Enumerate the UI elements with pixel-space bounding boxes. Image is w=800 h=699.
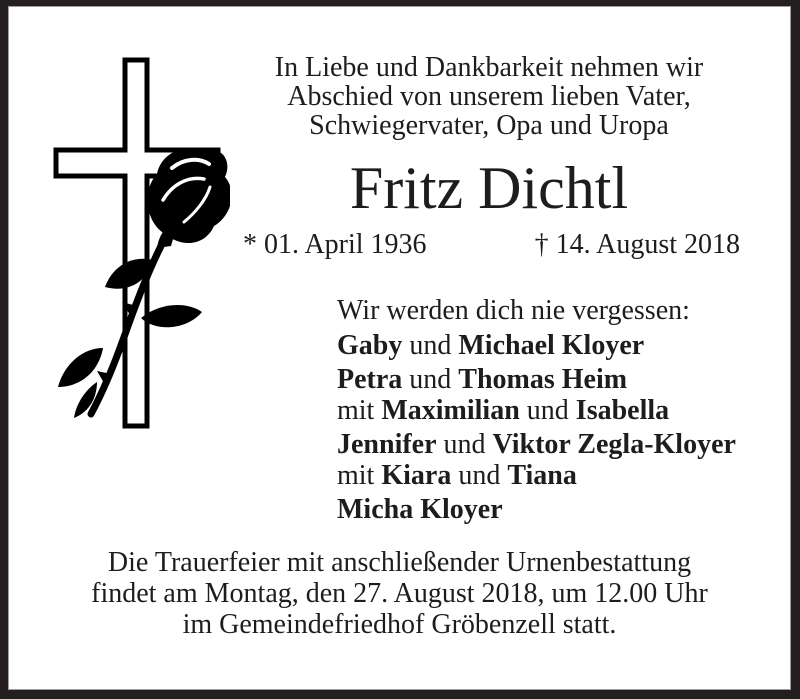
mourner-line [337, 330, 736, 361]
mourner-group [337, 494, 736, 525]
mourner-connector: und [436, 429, 493, 460]
mourner-name: Viktor Zegla-Kloyer [492, 429, 736, 460]
intro-line: Abschied von unserem lieben Vater, [287, 81, 691, 112]
mourners-list [337, 330, 736, 528]
mourner-group [337, 429, 736, 491]
mourner-group [337, 364, 736, 426]
mourner-line [337, 494, 736, 525]
birth-date: * 01. April 1936 [243, 229, 427, 260]
funeral-line: findet am Montag, den 27. August 2018, um 12.00 Uhr [91, 578, 708, 609]
mourner-connector: und [402, 364, 459, 395]
mourner-connector: und [451, 460, 508, 491]
life-dates [243, 230, 740, 259]
mourner-connector: und [519, 395, 576, 426]
funeral-info [9, 547, 790, 640]
deceased-name: Fritz Dichtl [349, 155, 629, 221]
mourner-name: Tiana [507, 460, 577, 491]
cross-with-rose-icon [45, 50, 230, 440]
mourner-line [337, 395, 736, 426]
mourner-name: Thomas Heim [458, 364, 628, 395]
mourner-name: Micha Kloyer [337, 494, 503, 525]
mourner-name: Michael Kloyer [458, 330, 645, 361]
mourner-connector: mit [337, 460, 382, 491]
mourner-name: Gaby [337, 330, 403, 361]
mourner-group [337, 330, 736, 361]
death-date: † 14. August 2018 [534, 229, 740, 260]
mourner-name: Petra [337, 364, 403, 395]
funeral-line: Die Trauerfeier mit anschließender Urnenbestattung [107, 547, 692, 578]
intro-line: In Liebe und Dankbarkeit nehmen wir [274, 52, 704, 83]
mourner-name: Isabella [575, 395, 670, 426]
intro-line: Schwiegervater, Opa und Uropa [309, 110, 669, 141]
mourner-connector: und [402, 330, 459, 361]
funeral-line: im Gemeindefriedhof Gröbenzell statt. [182, 609, 617, 640]
mourner-connector: mit [337, 395, 382, 426]
mourner-name: Jennifer [337, 429, 437, 460]
obituary-card [8, 6, 791, 690]
mourner-name: Kiara [381, 460, 452, 491]
mourner-line [337, 429, 736, 460]
farewell-text: Wir werden dich nie vergessen: [337, 295, 690, 326]
mourner-line [337, 460, 736, 491]
intro-text [234, 53, 744, 140]
mourner-line [337, 364, 736, 395]
mourner-name: Maximilian [381, 395, 520, 426]
